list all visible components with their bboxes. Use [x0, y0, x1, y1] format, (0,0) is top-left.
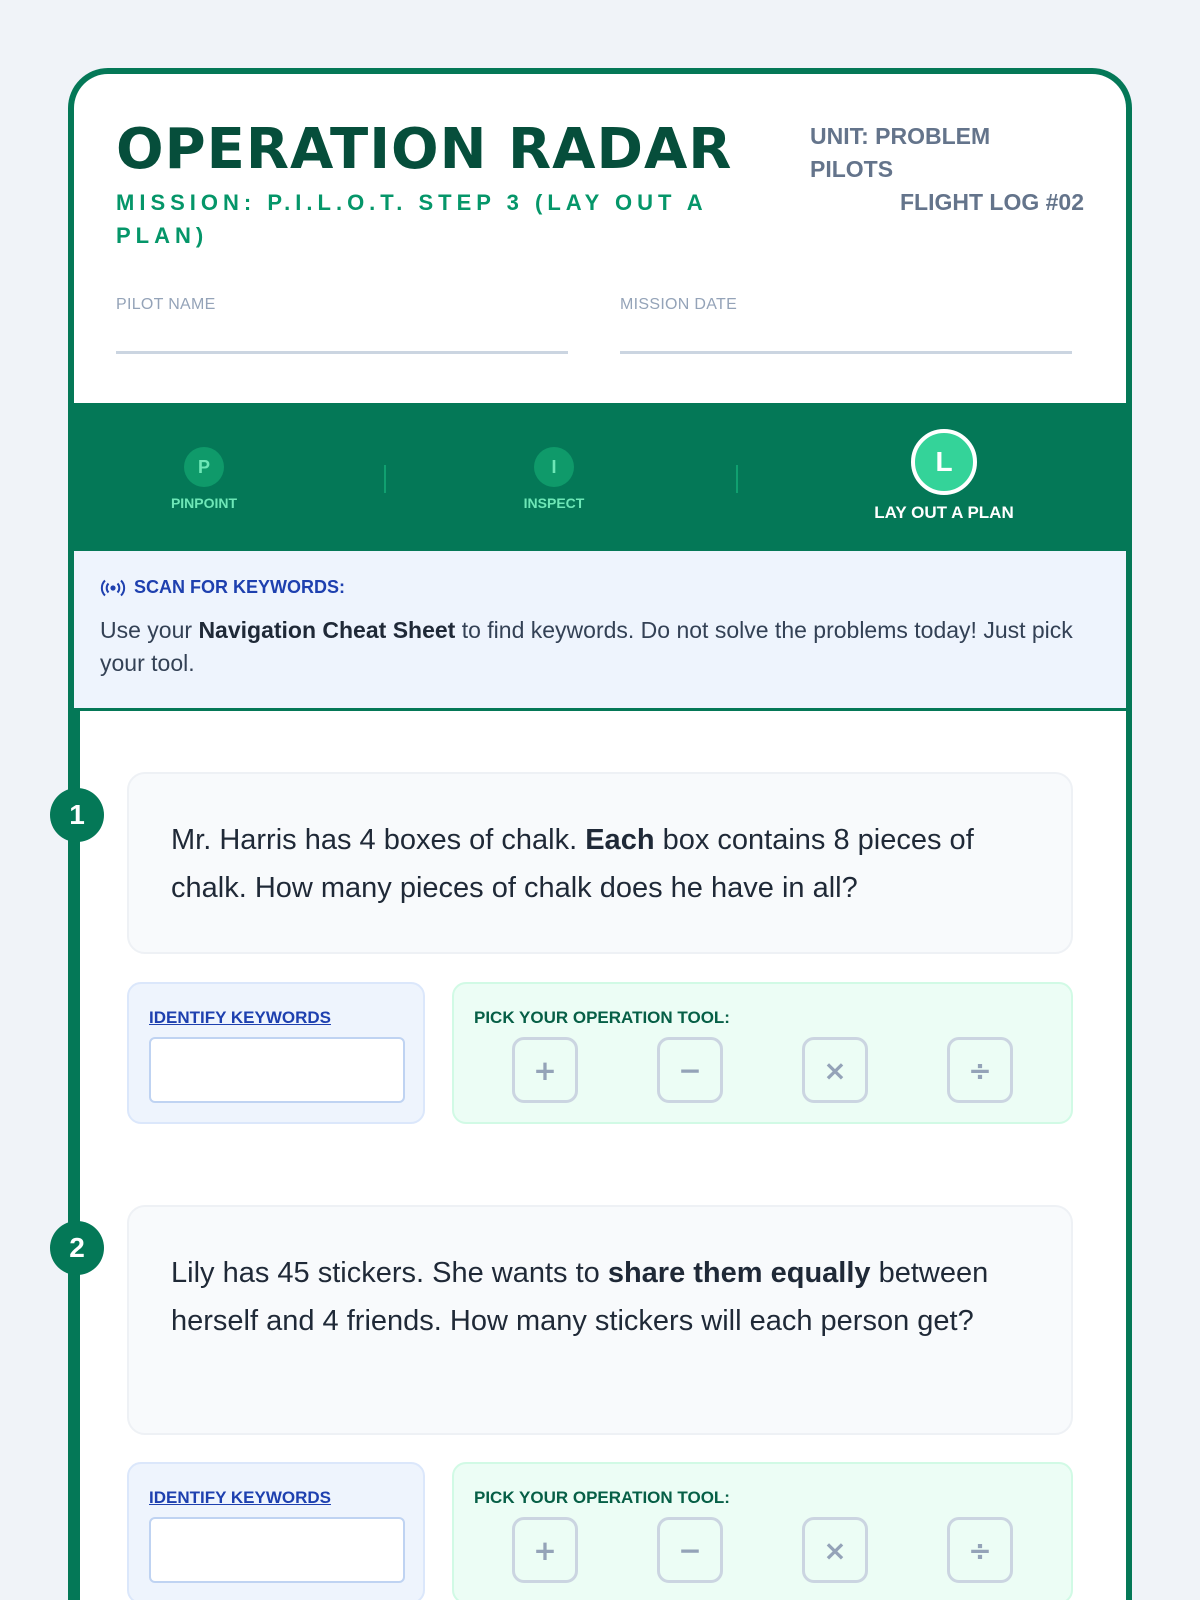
pilot-name-label: PILOT NAME	[116, 296, 216, 313]
step-lay-out-label: LAY OUT A PLAN	[874, 503, 1014, 522]
operation-tool-label: PICK YOUR OPERATION TOOL:	[474, 1488, 730, 1507]
identify-keywords-panel	[127, 1462, 425, 1600]
problem-text-part: Mr. Harris has 4 boxes of chalk.	[171, 824, 586, 856]
pilot-stepper	[74, 403, 1126, 551]
scan-text-part: to find keywords. Do not solve the problems today! Just pick your tool.	[100, 617, 1073, 676]
subtract-tool-button[interactable]: −	[657, 1037, 723, 1103]
problem-card	[127, 1205, 1073, 1435]
add-tool-button[interactable]: +	[512, 1517, 578, 1583]
step-lay-out-circle: L	[911, 429, 977, 495]
step-pinpoint-circle: P	[184, 447, 224, 487]
step-pinpoint	[154, 447, 254, 511]
multiply-tool-button[interactable]: ×	[802, 1517, 868, 1583]
step-pinpoint-label: PINPOINT	[170, 495, 238, 511]
problem-keyword-highlight: Each	[585, 824, 655, 856]
radar-broadcast-icon	[100, 579, 126, 597]
operation-tool-label: PICK YOUR OPERATION TOOL:	[474, 1008, 730, 1027]
problem-number-badge: 1	[50, 788, 104, 842]
operation-tool-panel	[452, 1462, 1073, 1600]
step-inspect-circle: I	[534, 447, 574, 487]
mission-subtitle: MISSION: P.I.L.O.T. STEP 3 (LAY OUT A PLAN)	[116, 190, 707, 248]
problem-text-part: Lily has 45 stickers. She wants to	[171, 1257, 608, 1289]
identify-keywords-label: IDENTIFY KEYWORDS	[149, 1008, 331, 1027]
keywords-input[interactable]	[149, 1517, 405, 1583]
identify-keywords-panel	[127, 982, 425, 1124]
identify-keywords-label: IDENTIFY KEYWORDS	[149, 1488, 331, 1507]
divide-tool-button[interactable]: ÷	[947, 1517, 1013, 1583]
multiply-tool-button[interactable]: ×	[802, 1037, 868, 1103]
step-inspect	[504, 447, 604, 511]
step-lay-out-a-plan	[844, 429, 1044, 523]
timeline-spine	[74, 711, 80, 1600]
step-divider	[736, 465, 738, 493]
problem-text-part: between herself and 4 friends. How many stickers will each person get?	[171, 1257, 989, 1337]
divide-tool-button[interactable]: ÷	[947, 1037, 1013, 1103]
scan-instructions	[74, 551, 1126, 711]
step-divider	[384, 465, 386, 493]
unit-label: UNIT: PROBLEM PILOTS	[810, 123, 991, 182]
scan-text-part: Use your	[100, 617, 199, 643]
problem-card	[127, 772, 1073, 954]
flight-log-label: FLIGHT LOG #02	[899, 189, 1084, 215]
pilot-name-input[interactable]	[116, 334, 568, 354]
cheat-sheet-reference: Navigation Cheat Sheet	[198, 617, 456, 643]
scan-body-text	[100, 614, 1100, 680]
mission-date-label: MISSION DATE	[620, 296, 738, 313]
keywords-input[interactable]	[149, 1037, 405, 1103]
operation-tool-panel	[452, 982, 1073, 1124]
page-title: OPERATION RADAR	[116, 117, 733, 182]
worksheet-header	[74, 74, 1126, 403]
problem-keyword-highlight: share them equally	[607, 1257, 871, 1289]
subtract-tool-button[interactable]: −	[657, 1517, 723, 1583]
problem-text-part: box contains 8 pieces of chalk. How many pieces of chalk does he have in all?	[171, 824, 974, 904]
add-tool-button[interactable]: +	[512, 1037, 578, 1103]
mission-date-input[interactable]	[620, 334, 1072, 354]
problem-number-badge: 2	[50, 1221, 104, 1275]
scan-heading-row	[100, 577, 1100, 598]
scan-heading: SCAN FOR KEYWORDS:	[134, 577, 345, 597]
step-inspect-label: INSPECT	[523, 495, 585, 511]
